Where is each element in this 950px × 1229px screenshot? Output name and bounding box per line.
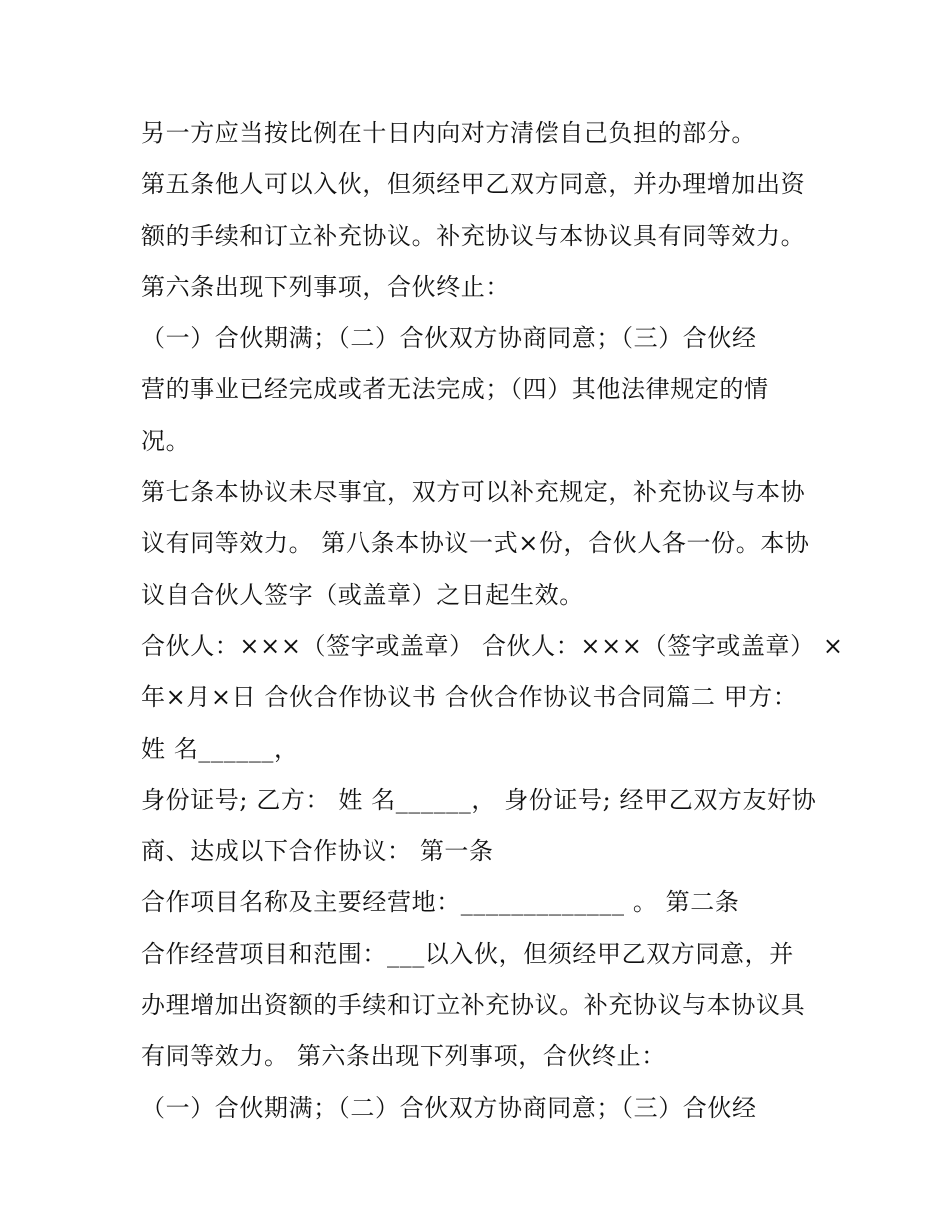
text-line: 合作项目名称及主要经营地：_____________ 。 第二条 (141, 888, 740, 917)
text-line: 有同等效力。 第六条出现下列事项，合伙终止： (141, 1042, 666, 1071)
text-line: 议有同等效力。 第八条本协议一式×份，合伙人各一份。本协 (141, 529, 810, 558)
text-line: 议自合伙人签字（或盖章）之日起生效。 (141, 580, 584, 609)
text-line: 另一方应当按比例在十日内向对方清偿自己负担的部分。 (141, 119, 756, 147)
text-line: 合伙人：×××（签字或盖章） 合伙人：×××（签字或盖章） × (141, 631, 844, 660)
text-line: 合作经营项目和范围：___以入伙，但须经甲乙双方同意，并 (141, 939, 794, 968)
text-line: 况。 (141, 426, 191, 455)
text-line: 额的手续和订立补充协议。补充协议与本协议具有同等效力。 (141, 221, 806, 250)
document-body (141, 108, 844, 1134)
text-line: 年×月×日 合伙合作协议书 合伙合作协议书合同篇二 甲方： (141, 683, 798, 712)
text-line: （一）合伙期满；（二）合伙双方协商同意；（三）合伙经 (141, 324, 757, 353)
text-line: 商、达成以下合作协议： 第一条 (141, 837, 494, 866)
text-line: 第六条出现下列事项，合伙终止： (141, 272, 510, 301)
text-line: （一）合伙期满；（二）合伙双方协商同意；（三）合伙经 (141, 1093, 757, 1122)
text-line: 第七条本协议未尽事宜，双方可以补充规定，补充协议与本协 (141, 478, 806, 507)
text-line: 姓 名______， (141, 734, 299, 763)
text-line: 第五条他人可以入伙，但须经甲乙双方同意，并办理增加出资 (141, 170, 806, 199)
text-line: 营的事业已经完成或者无法完成；（四）其他法律规定的情 (141, 375, 769, 404)
text-line: 办理增加出资额的手续和订立补充协议。补充协议与本协议具 (141, 991, 806, 1020)
text-line: 身份证号; 乙方： 姓 名______， 身份证号; 经甲乙双方友好协 (141, 785, 817, 814)
